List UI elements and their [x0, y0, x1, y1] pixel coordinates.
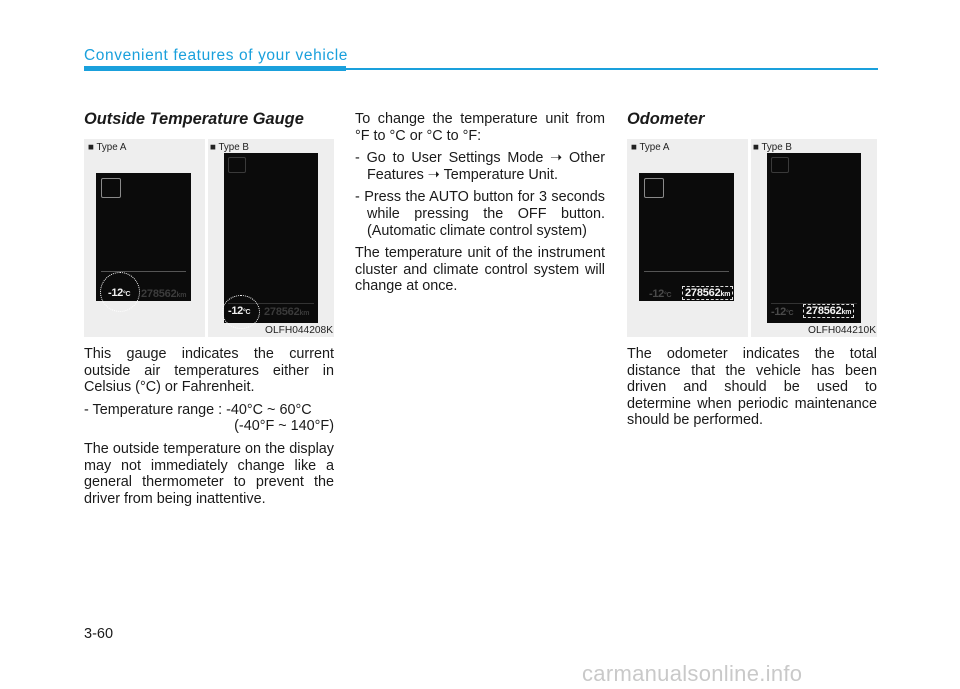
- type-b-label: ■ Type B: [753, 142, 792, 153]
- outside-temp-readout: -12°C: [649, 288, 672, 300]
- figure-divider: [748, 139, 751, 337]
- type-b-cluster-display: [767, 153, 861, 323]
- section-header: Convenient features of your vehicle: [84, 47, 348, 64]
- odometer-figure: [627, 139, 877, 337]
- figure-divider: [205, 139, 208, 337]
- display-divider: [644, 271, 729, 272]
- outside-temperature-title: Outside Temperature Gauge: [84, 110, 304, 128]
- gauge-box-icon: [644, 178, 664, 198]
- unit-change-step-2: - Press the AUTO button for 3 seconds while pressing the OFF button. (Automatic climate control system): [355, 189, 605, 239]
- type-a-label: ■ Type A: [631, 142, 670, 153]
- temperature-gauge-figure: [84, 139, 334, 337]
- odometer-readout: 278562km: [141, 288, 187, 300]
- type-b-cluster-display: [224, 153, 318, 323]
- figure-code: OLFH044210K: [808, 325, 876, 336]
- odometer-title: Odometer: [627, 110, 705, 128]
- watermark: carmanualsonline.info: [582, 661, 803, 686]
- gauge-box-icon: [101, 178, 121, 198]
- outside-temp-readout: -12°C: [771, 306, 794, 318]
- temperature-range-line2: (-40°F ~ 140°F): [234, 418, 334, 435]
- unit-change-intro: To change the temperature unit from °F to °C or °C to °F:: [355, 111, 605, 144]
- odometer-readout: 278562km: [803, 304, 854, 318]
- type-a-cluster-display: [96, 173, 191, 301]
- figure-code: OLFH044208K: [265, 325, 333, 336]
- gauge-box-icon: [771, 157, 789, 173]
- type-b-label: ■ Type B: [210, 142, 249, 153]
- gauge-box-icon: [228, 157, 246, 173]
- unit-change-note: The temperature unit of the instrument cluster and climate control system will change at once.: [355, 245, 605, 295]
- unit-change-step-1: - Go to User Settings Mode ➝ Other Features ➝ Temperature Unit.: [355, 150, 605, 183]
- left-column-body: [84, 346, 334, 513]
- temp-highlight-circle: [222, 295, 260, 329]
- page-number: 3-60: [84, 626, 114, 642]
- type-a-label: ■ Type A: [88, 142, 127, 153]
- odometer-readout: 278562km: [264, 306, 310, 318]
- type-a-cluster-display: [639, 173, 734, 301]
- temp-highlight-circle: [100, 272, 140, 312]
- outside-temp-readout: -12°C: [108, 287, 131, 299]
- right-column-title: [627, 111, 877, 138]
- outside-temp-readout: -12°C: [228, 305, 251, 317]
- left-column-title: [84, 111, 334, 138]
- gauge-note: The outside temperature on the display may not immediately change like a general thermometer to prevent the driver from being inattentive.: [84, 440, 334, 507]
- gauge-description: This gauge indicates the current outside air temperatures either in Celsius (°C) or Fahrenheit.: [84, 346, 334, 396]
- odometer-readout: 278562km: [682, 286, 733, 300]
- header-rule: [346, 68, 878, 70]
- odometer-description: The odometer indicates the total distance that the vehicle has been driven and should be used to determine when periodic maintenance should be performed.: [627, 346, 877, 429]
- temperature-range-line1: - Temperature range : -40°C ~ 60°C: [84, 401, 312, 418]
- middle-column: [355, 111, 605, 301]
- right-column-body: [627, 346, 877, 435]
- header-accent-bar: [84, 66, 346, 71]
